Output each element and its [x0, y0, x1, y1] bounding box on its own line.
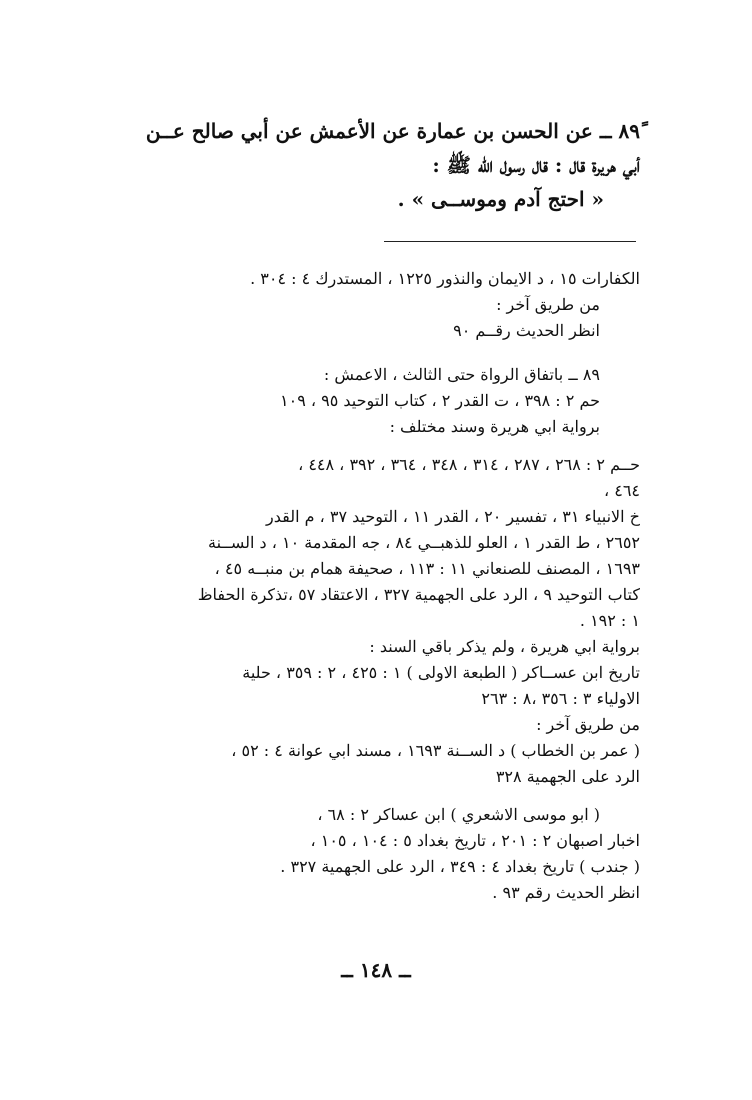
note-line: برواية ابي هريرة وسند مختلف : — [389, 417, 600, 436]
note-line: ٤٦٤ ، — [603, 481, 640, 500]
note-line: ١ : ١٩٢ . — [579, 611, 640, 630]
note-line: الرد على الجهمية ٣٢٨ — [495, 767, 640, 786]
note-line: انظر الحديث رقم ٩٣ . — [492, 883, 640, 902]
note-line: برواية ابي هريرة ، ولم يذكر باقي السند : — [369, 637, 640, 656]
note-line: ١٦٩٣ ، المصنف للصنعاني ١١ : ١١٣ ، صحيفة همام بن منبــه ٤٥ ، — [214, 559, 640, 578]
note-line: ٨٩ ــ باتفاق الرواة حتى الثالث ، الاعمش : — [323, 365, 600, 384]
note-line: انظر الحديث رقــم ٩٠ — [453, 321, 600, 340]
hadith-line: أبي هريرة قال : قال رسول الله ﷺ : — [432, 153, 640, 177]
note-line: حم ٢ : ٣٩٨ ، ت القدر ٢ ، كتاب التوحيد ٩٥ ، ١٠٩ — [280, 391, 600, 410]
note-line: خ الانبياء ٣١ ، تفسير ٢٠ ، القدر ١١ ، التوحيد ٣٧ ، م القدر — [265, 507, 640, 526]
hadith-line: « احتج آدم وموســى » . — [397, 187, 604, 211]
note-line: من طريق آخر : — [536, 715, 640, 734]
footnote-divider — [384, 241, 636, 242]
footnotes — [120, 266, 640, 906]
note-line: ٢٦٥٢ ، ط القدر ١ ، العلو للذهبــي ٨٤ ، جه المقدمة ١٠ ، د الســنة — [208, 533, 640, 552]
hadith-text — [120, 114, 640, 216]
note-line: اخبار اصبهان ٢ : ٢٠١ ، تاريخ بغداد ٥ : ١٠٤ ، ١٠٥ ، — [310, 831, 640, 850]
note-line: ( عمر بن الخطاب ) د الســنة ١٦٩٣ ، مسند ابي عوانة ٤ : ٥٢ ، — [231, 741, 640, 760]
note-line: ( جندب ) تاريخ بغداد ٤ : ٣٤٩ ، الرد على الجهمية ٣٢٧ . — [280, 857, 640, 876]
note-line: كتاب التوحيد ٩ ، الرد على الجهمية ٣٢٧ ، الاعتقاد ٥٧ ،تذكرة الحفاظ — [197, 585, 640, 604]
note-line: حــم ٢ : ٢٦٨ ، ٢٨٧ ، ٣١٤ ، ٣٤٨ ، ٣٦٤ ، ٣٩٢ ، ٤٤٨ ، — [298, 455, 640, 474]
hadith-line: ٨٩ً ــ عن الحسن بن عمارة عن الأعمش عن أبي صالح عــن — [145, 119, 640, 143]
note-line: الاولياء ٣ : ٣٥٦ ،٨ : ٢٦٣ — [481, 689, 640, 708]
page-number: ــ ١٤٨ ــ — [341, 958, 411, 982]
note-line: الكفارات ١٥ ، د الايمان والنذور ١٢٢٥ ، المستدرك ٤ : ٣٠٤ . — [250, 269, 640, 288]
note-line: تاريخ ابن عســاكر ( الطبعة الاولى ) ١ : ٤٢٥ ، ٢ : ٣٥٩ ، حلية — [242, 663, 640, 682]
note-line: من طريق آخر : — [496, 295, 600, 314]
note-line: ( ابو موسى الاشعري ) ابن عساكر ٢ : ٦٨ ، — [317, 805, 600, 824]
